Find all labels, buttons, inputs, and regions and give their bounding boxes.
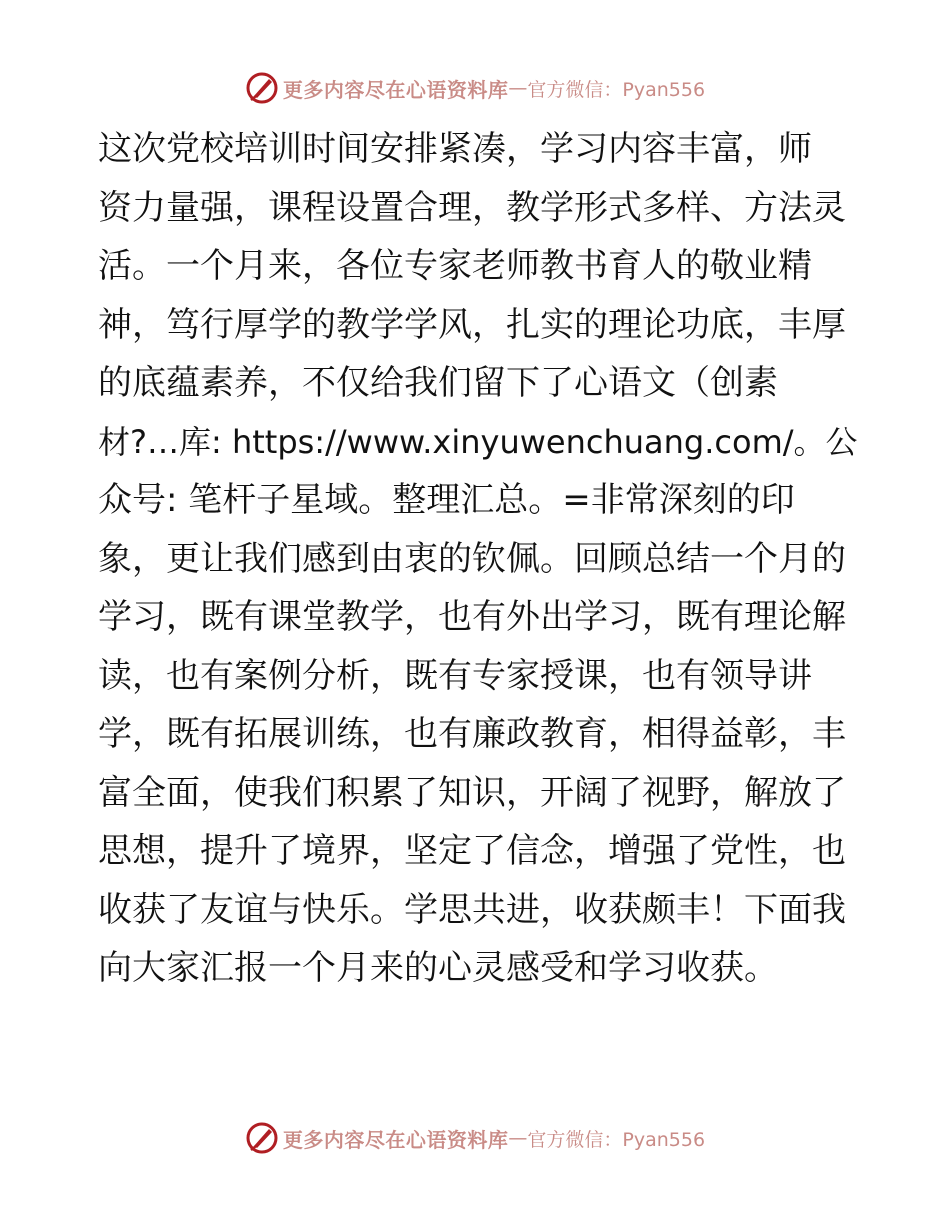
banner-dash: — (508, 77, 528, 99)
article-line: 神，笃行厚学的教学学风，扎实的理论功底，丰厚 (98, 304, 846, 345)
article-line: 众号: 笔杆子星域。整理汇总。=非常深刻的印 (98, 480, 795, 520)
article-line: 活。一个月来，各位专家老师教书育人的敬业精 (98, 246, 812, 286)
article-line: 读，也有案例分析，既有专家授课，也有领导讲 (98, 655, 812, 696)
banner-dash: — (508, 1127, 528, 1149)
article-line: 资力量强，课程设置合理，教学形式多样、方法灵 (98, 187, 846, 228)
article-line: 向大家汇报一个月来的心灵感受和学习收获。 (98, 948, 778, 988)
article-line: 富全面，使我们积累了知识，开阔了视野，解放了 (98, 772, 846, 813)
quill-pen-icon (245, 71, 279, 105)
article-line: 象，更让我们感到由衷的钦佩。回顾总结一个月的 (98, 538, 846, 579)
banner-title: 更多内容尽在心语资料库 (282, 1127, 509, 1152)
article-line: 收获了友谊与快乐。学思共进，收获颇丰！下面我 (98, 889, 846, 930)
footer-banner (0, 1118, 950, 1158)
article-line: 的底蕴素养，不仅给我们留下了心语文（创素 (98, 363, 778, 403)
banner-wechat: 官方微信：Pyan556 (527, 1128, 706, 1151)
article-line: 这次党校培训时间安排紧凑，学习内容丰富，师 (98, 129, 812, 169)
article-line: 学习，既有课堂教学，也有外出学习，既有理论解 (98, 597, 846, 637)
quill-pen-icon (245, 1121, 279, 1155)
article-line-with-url: 材?…库: https://www.xinyuwenchuang.com/。公 (98, 422, 858, 461)
header-banner (0, 68, 950, 108)
banner-title: 更多内容尽在心语资料库 (282, 77, 509, 102)
banner-wechat: 官方微信：Pyan556 (527, 78, 706, 101)
article-line: 思想，提升了境界，坚定了信念，增强了党性，也 (98, 831, 846, 871)
article-body (98, 120, 858, 998)
article-line: 学，既有拓展训练，也有廉政教育，相得益彰，丰 (98, 714, 846, 754)
